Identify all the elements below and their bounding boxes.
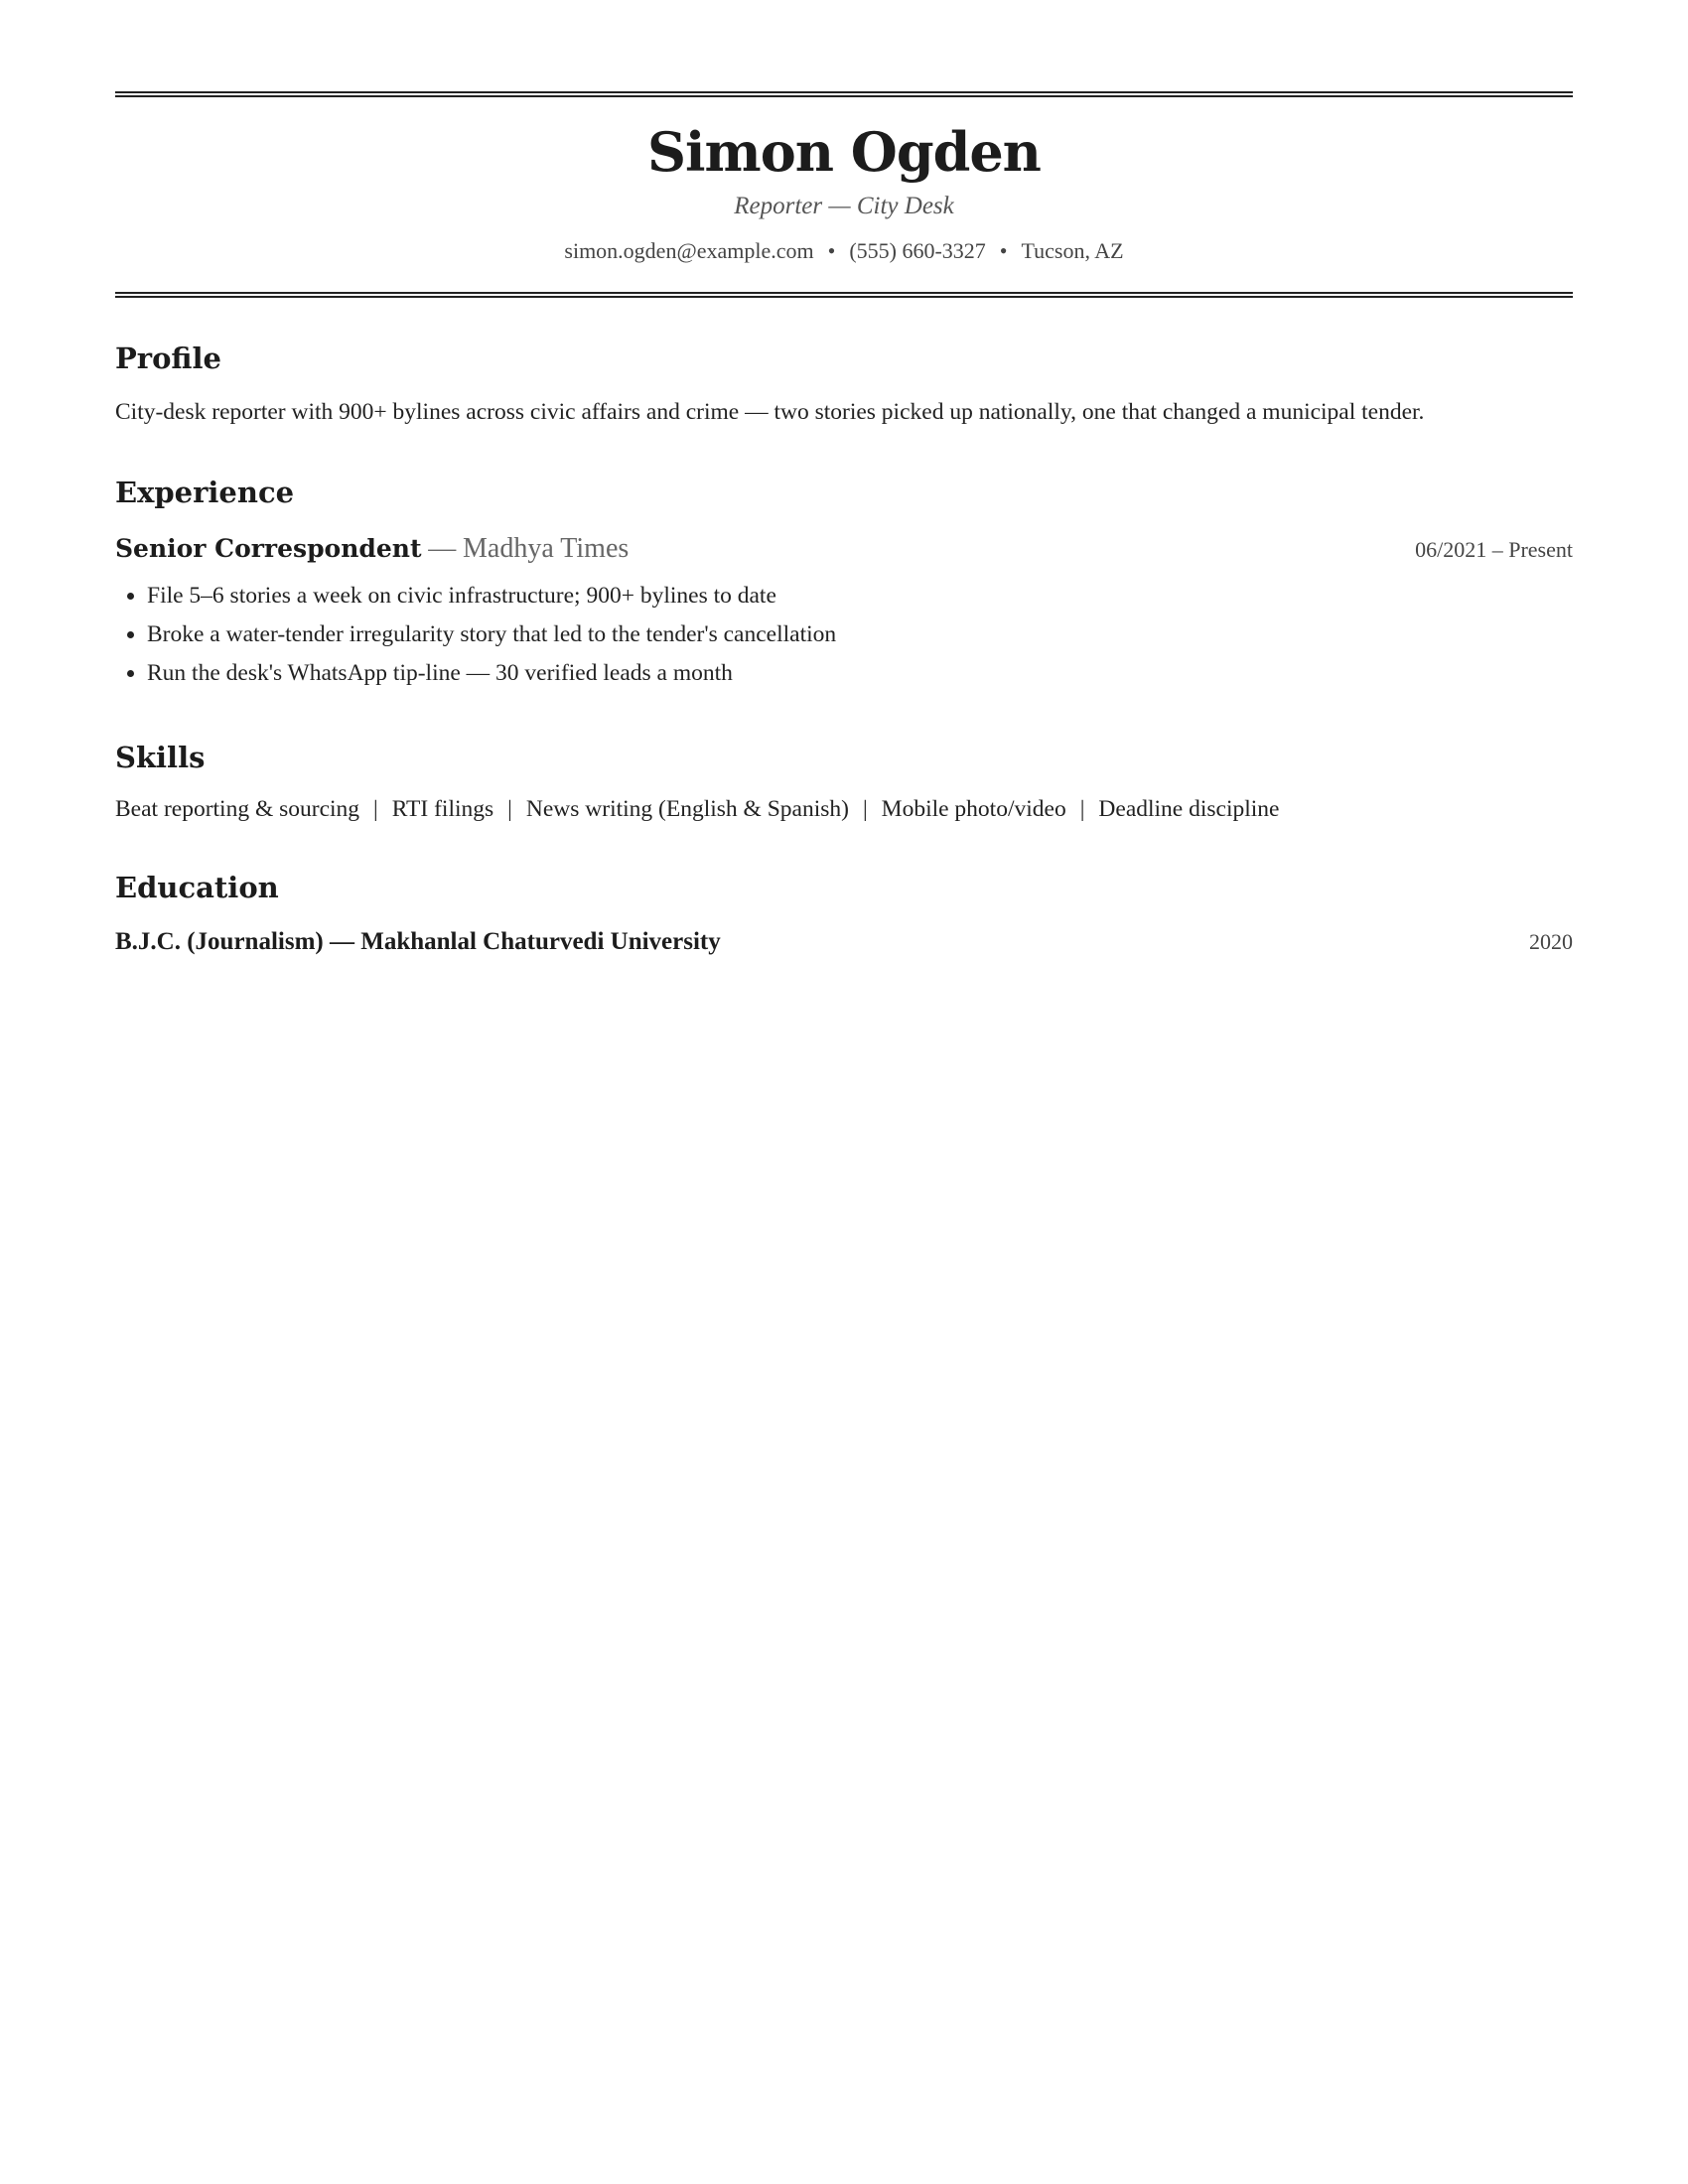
- job-company: Madhya Times: [463, 532, 630, 564]
- skill-separator: |: [373, 795, 378, 822]
- education-entry: [115, 928, 1573, 956]
- education-year: 2020: [1529, 928, 1573, 954]
- list-item: • Broke a water-tender irregularity story that led to the tender's cancellation: [147, 615, 1573, 654]
- job-position: Senior Correspondent: [115, 533, 422, 563]
- contact-separator: •: [827, 238, 836, 263]
- skill-separator: |: [862, 795, 868, 822]
- experience-section: [115, 476, 1573, 693]
- contact-email: simon.ogden@example.com: [564, 238, 814, 263]
- contact-phone: (555) 660-3327: [849, 238, 986, 263]
- contact-location: Tucson, AZ: [1021, 238, 1124, 263]
- skill-item: RTI filings: [391, 795, 494, 822]
- profile-summary: City-desk reporter with 900+ bylines across civic affairs and crime — two stories picked up nationally, one that changed a municipal tender.: [115, 399, 1425, 425]
- header-bottom-rule: [115, 292, 1573, 298]
- skill-item: Mobile photo/video: [881, 795, 1066, 822]
- header-top-rule: [115, 91, 1573, 97]
- education-heading: Education: [115, 870, 279, 904]
- list-item: • Run the desk's WhatsApp tip-line — 30 verified leads a month: [147, 654, 1573, 693]
- education-degree: B.J.C. (Journalism) — Makhanlal Chaturvedi University: [115, 927, 721, 955]
- skill-item: Deadline discipline: [1098, 795, 1280, 822]
- skill-separator: |: [507, 795, 512, 822]
- job-header: [115, 533, 1573, 565]
- education-section: [115, 871, 1573, 956]
- candidate-role: Reporter — City Desk: [734, 193, 954, 219]
- skills-heading: Skills: [115, 740, 206, 774]
- candidate-name: Simon Ogden: [647, 120, 1041, 184]
- skill-separator: |: [1079, 795, 1085, 822]
- skill-item: Beat reporting & sourcing: [115, 795, 360, 822]
- job-dates: 06/2021 – Present: [1415, 536, 1573, 562]
- contact-line: [115, 238, 1573, 264]
- job-bullets: [115, 577, 1573, 693]
- resume-header: [115, 120, 1573, 264]
- experience-heading: Experience: [115, 475, 295, 509]
- skill-item: News writing (English & Spanish): [525, 795, 849, 822]
- skills-section: [115, 741, 1573, 823]
- job-dash: —: [428, 532, 457, 564]
- skills-list: [115, 796, 1573, 823]
- list-item: • File 5–6 stories a week on civic infrastructure; 900+ bylines to date: [147, 577, 1573, 615]
- profile-heading: Profile: [115, 341, 221, 375]
- profile-section: [115, 341, 1573, 428]
- job-title-line: [115, 533, 629, 565]
- contact-separator: •: [999, 238, 1008, 263]
